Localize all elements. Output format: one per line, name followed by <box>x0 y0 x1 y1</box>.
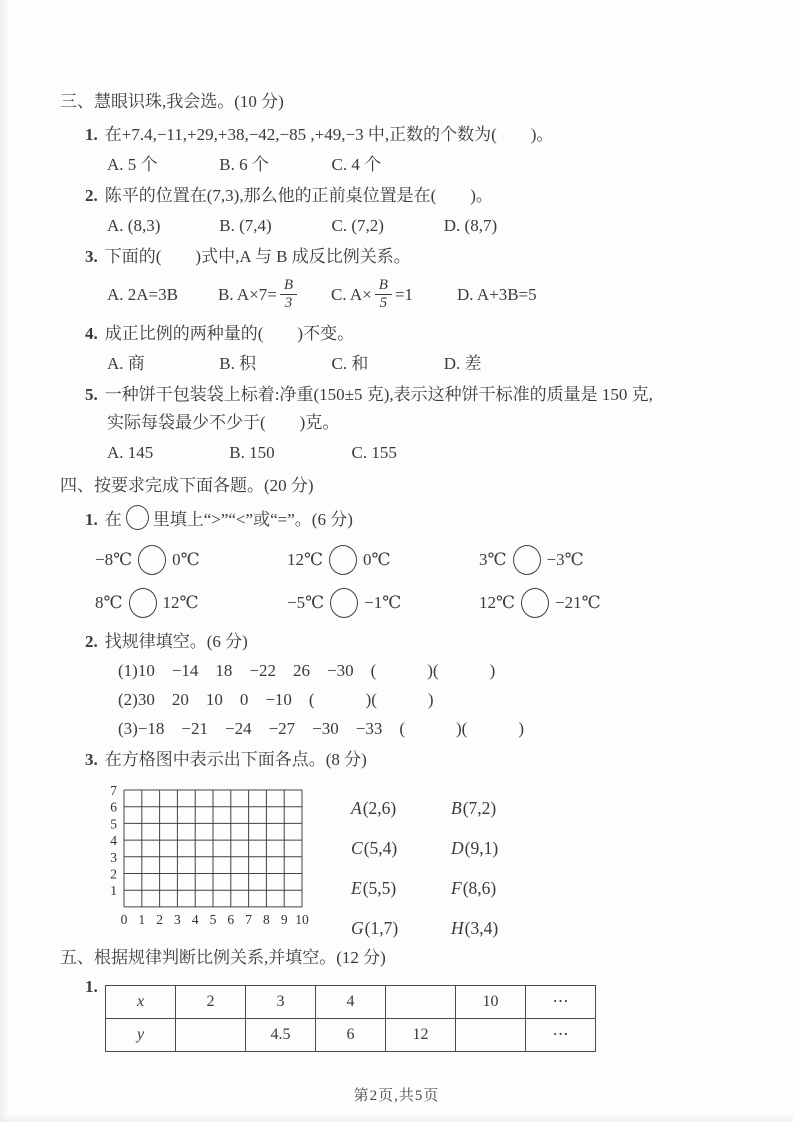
svg-text:9: 9 <box>280 911 288 927</box>
table-row <box>106 986 596 1019</box>
s4q3-line <box>0 746 793 774</box>
option-text: C. A× <box>331 284 372 304</box>
answer-circle-icon <box>126 505 149 530</box>
point-label: C(5,4) <box>351 838 398 858</box>
comparison-item <box>479 588 671 618</box>
svg-text:0: 0 <box>120 911 128 927</box>
comparison-right-value: −21℃ <box>555 593 601 612</box>
table-cell: 2 <box>176 986 246 1019</box>
svg-text:5: 5 <box>110 816 117 832</box>
sequence-line: (2)30 20 10 0 −10 ( )( ) <box>118 690 434 709</box>
q4-text: 成正比例的两种量的( )不变。 <box>104 324 355 343</box>
coordinate-grid <box>98 784 313 932</box>
q3-line <box>0 243 793 271</box>
sequence-line: (3)−18 −21 −24 −27 −30 −33 ( )( ) <box>118 719 524 738</box>
q2-options <box>0 212 793 240</box>
q1-options <box>0 151 793 179</box>
q3-number: 3. <box>85 247 98 266</box>
q3-text: 下面的( )式中,A 与 B 成反比例关系。 <box>104 247 411 266</box>
q5-text-line1: 一种饼干包装袋上标着:净重(150±5 克),表示这种饼干标准的质量是 150 克, <box>104 385 653 404</box>
comparison-item <box>95 545 287 575</box>
svg-text:6: 6 <box>227 911 235 927</box>
answer-circle-icon <box>521 588 549 618</box>
comparison-item <box>287 588 479 618</box>
comparison-left-value: 12℃ <box>287 550 324 569</box>
option-text: =1 <box>394 284 414 304</box>
table-cell: 4.5 <box>246 1019 316 1052</box>
comparison-right-value: −1℃ <box>364 593 402 612</box>
option-label: B. (7,4) <box>219 216 272 235</box>
svg-text:5: 5 <box>209 911 217 927</box>
svg-text:1: 1 <box>138 911 146 927</box>
q5-options <box>0 439 793 467</box>
svg-text:8: 8 <box>263 911 270 927</box>
q5-text-line2: 实际每袋最少不少于( )克。 <box>107 413 340 432</box>
q4-line <box>0 320 793 348</box>
answer-circle-icon <box>138 545 166 575</box>
ratio-table <box>105 985 596 1052</box>
comparison-item <box>479 545 671 575</box>
option-label: A. 商 <box>107 354 145 373</box>
table-header-cell: x <box>106 986 176 1019</box>
table-cell: 10 <box>456 986 526 1019</box>
point-label: F(8,6) <box>451 878 497 898</box>
fraction-numerator: B <box>280 277 297 295</box>
q1-text: 在+7.4,−11,+29,+38,−42,−85 ,+49,−3 中,正数的个数为( )。 <box>104 125 554 144</box>
points-list <box>351 796 551 936</box>
svg-text:10: 10 <box>295 911 309 927</box>
section5-item1 <box>0 977 793 1052</box>
point-label: G(1,7) <box>351 918 399 938</box>
s4q1-text-post: 里填上“>”“<”或“=”。(6 分) <box>152 510 353 529</box>
svg-text:4: 4 <box>191 911 199 927</box>
fraction-numerator: B <box>375 277 392 295</box>
point-label: H(3,4) <box>451 918 499 938</box>
comparison-left-value: 8℃ <box>95 593 123 612</box>
s4q2-text: 找规律填空。(6 分) <box>104 632 248 651</box>
svg-text:2: 2 <box>110 866 117 882</box>
q1-number: 1. <box>85 125 98 144</box>
grid-figure <box>0 784 793 936</box>
option-label: D. (8,7) <box>443 216 498 235</box>
table-cell: ⋯ <box>526 986 596 1019</box>
option-label: A. 2A=3B <box>107 284 178 304</box>
table-cell: 12 <box>386 1019 456 1052</box>
comparison-left-value: 3℃ <box>479 550 507 569</box>
table-cell: 3 <box>246 986 316 1019</box>
table-cell <box>386 986 456 1019</box>
comparison-right-value: 0℃ <box>363 550 391 569</box>
s4q2-number: 2. <box>85 632 98 651</box>
svg-text:1: 1 <box>110 883 117 899</box>
q4-number: 4. <box>85 324 98 343</box>
svg-text:3: 3 <box>110 849 117 865</box>
q5-line <box>0 381 793 409</box>
option-text: B. A×7= <box>218 284 277 304</box>
table-cell: 4 <box>316 986 386 1019</box>
s4q3-number: 3. <box>85 750 98 769</box>
page-number-footer: 第2页,共5页 <box>353 1088 440 1104</box>
option-label: C. 155 <box>351 443 397 462</box>
svg-text:4: 4 <box>110 833 117 849</box>
q2-number: 2. <box>85 186 98 205</box>
table-header-cell: y <box>106 1019 176 1052</box>
s4q1-number: 1. <box>85 510 98 529</box>
option-label: A. 145 <box>107 443 154 462</box>
option-label: C. (7,2) <box>331 216 384 235</box>
svg-text:2: 2 <box>156 911 163 927</box>
section5-heading: 五、根据规律判断比例关系,并填空。(12 分) <box>60 948 386 967</box>
comparison-left-value: −8℃ <box>95 550 133 569</box>
fraction-denominator: 3 <box>284 295 293 311</box>
q5-number: 5. <box>85 385 98 404</box>
option-label: B. 150 <box>229 443 275 462</box>
svg-text:7: 7 <box>110 784 117 798</box>
section3-heading: 三、慧眼识珠,我会选。(10 分) <box>60 92 284 111</box>
comparison-row <box>0 586 793 620</box>
section4-heading: 四、按要求完成下面各题。(20 分) <box>60 476 314 495</box>
table-cell <box>456 1019 526 1052</box>
comparison-right-value: −3℃ <box>546 550 584 569</box>
comparison-row <box>0 543 793 577</box>
item-number: 1. <box>85 977 98 996</box>
answer-circle-icon <box>329 545 357 575</box>
q2-text: 陈平的位置在(7,3),那么他的正前桌位置是在( )。 <box>104 186 493 205</box>
s4q1-line <box>0 505 793 534</box>
option-label: B. 积 <box>219 354 257 373</box>
table-cell: 6 <box>316 1019 386 1052</box>
answer-circle-icon <box>330 588 358 618</box>
option-label: B. 6 个 <box>219 155 269 174</box>
option-label: A. 5 个 <box>107 155 158 174</box>
fraction <box>375 277 392 312</box>
comparison-right-value: 12℃ <box>162 593 199 612</box>
point-label: E(5,5) <box>351 878 397 898</box>
option-label: D. 差 <box>443 354 482 373</box>
svg-text:7: 7 <box>245 911 252 927</box>
comparison-item <box>287 545 479 575</box>
fraction <box>280 277 297 312</box>
fraction-denominator: 5 <box>379 295 388 311</box>
table-row <box>106 1019 596 1052</box>
option-label <box>218 277 331 312</box>
option-label: A. (8,3) <box>107 216 161 235</box>
point-label: A(2,6) <box>351 798 397 818</box>
svg-text:3: 3 <box>174 911 181 927</box>
option-label: C. 和 <box>331 354 369 373</box>
answer-circle-icon <box>513 545 541 575</box>
comparison-item <box>95 588 287 618</box>
q2-line <box>0 182 793 210</box>
s4q3-text: 在方格图中表示出下面各点。(8 分) <box>104 750 367 769</box>
sequence-line: (1)10 −14 18 −22 26 −30 ( )( ) <box>118 661 496 680</box>
comparison-left-value: 12℃ <box>479 593 516 612</box>
comparison-right-value: 0℃ <box>172 550 200 569</box>
q1-line <box>0 121 793 149</box>
svg-text:6: 6 <box>110 799 117 815</box>
option-label <box>331 277 457 312</box>
table-cell <box>176 1019 246 1052</box>
point-label: B(7,2) <box>451 798 497 818</box>
q4-options <box>0 350 793 378</box>
option-label: C. 4 个 <box>331 155 382 174</box>
answer-circle-icon <box>129 588 157 618</box>
s4q2-line <box>0 628 793 656</box>
option-label: D. A+3B=5 <box>457 284 537 304</box>
comparison-left-value: −5℃ <box>287 593 325 612</box>
point-label: D(9,1) <box>451 838 499 858</box>
table-cell: ⋯ <box>526 1019 596 1052</box>
s4q1-text-pre: 在 <box>104 510 122 529</box>
q3-options <box>0 271 793 318</box>
